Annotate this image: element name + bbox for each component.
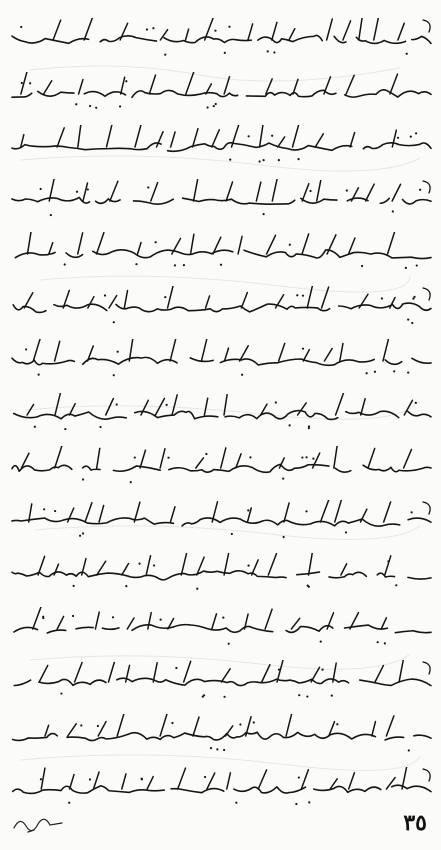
manuscript-line [6, 767, 435, 811]
manuscript-line [6, 286, 435, 330]
manuscript-line [6, 714, 435, 758]
manuscript-line [6, 607, 435, 651]
manuscript-line [6, 500, 435, 544]
manuscript-line [6, 446, 435, 490]
signature-mark [10, 810, 70, 836]
manuscript-line [6, 232, 435, 276]
manuscript-line [6, 72, 435, 116]
manuscript-line [6, 393, 435, 437]
manuscript-line [6, 660, 435, 704]
manuscript-line [6, 553, 435, 597]
page-number: ٣٥ [403, 810, 427, 836]
manuscript-line [6, 179, 435, 223]
manuscript-line [6, 125, 435, 169]
manuscript-line [6, 18, 435, 62]
manuscript-line [6, 339, 435, 383]
